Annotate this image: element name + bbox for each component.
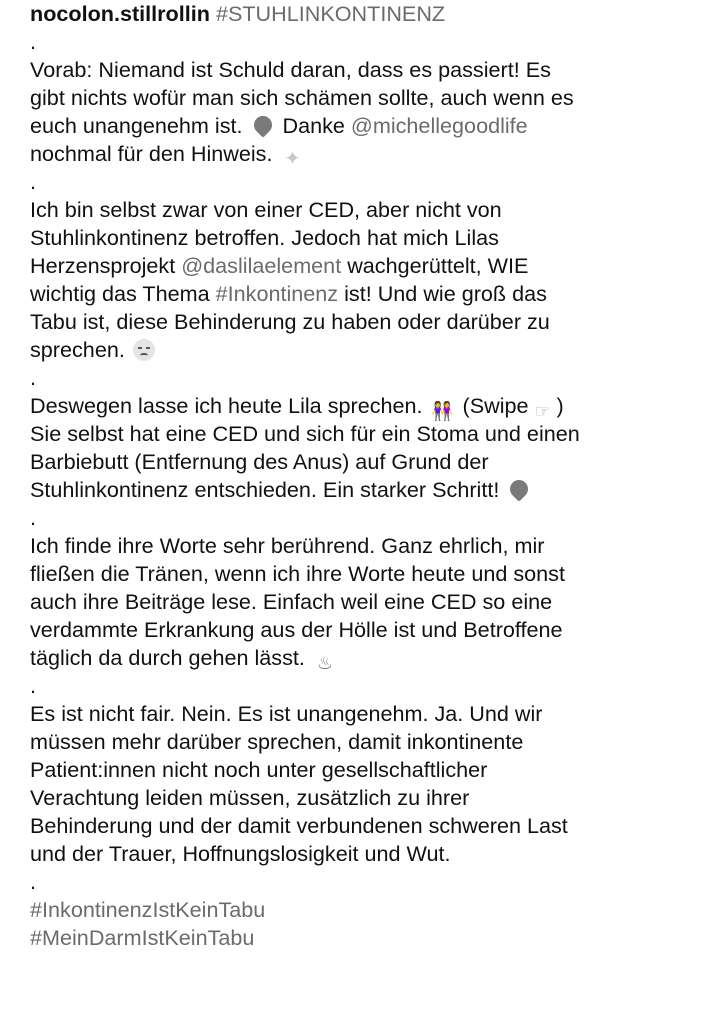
caption-text: wachgerüttelt, WIE <box>347 253 529 278</box>
grey-heart-icon <box>251 113 275 137</box>
caption-text: Danke <box>282 113 345 138</box>
caption-text: Stuhlinkontinenz entschieden. Ein starker Schritt! <box>30 477 500 502</box>
caption-line <box>30 392 700 420</box>
post-caption <box>30 0 700 952</box>
caption-line: verdammte Erkrankung aus der Hölle ist und Betroffene <box>30 617 563 642</box>
caption-text: Deswegen lasse ich heute Lila sprechen. <box>30 393 423 418</box>
grey-heart-icon <box>507 477 531 501</box>
pensive-face-icon <box>133 339 155 361</box>
caption-text: wichtig das Thema <box>30 281 210 306</box>
hashtag-link[interactable]: #MeinDarmIstKeinTabu <box>30 925 255 950</box>
caption-line <box>30 336 700 364</box>
caption-line: und der Trauer, Hoffnungslosigkeit und Wut. <box>30 841 451 866</box>
caption-text: (Swipe <box>462 393 529 418</box>
caption-line <box>30 644 700 672</box>
caption-line: Verachtung leiden müssen, zusätzlich zu ihrer <box>30 785 470 810</box>
caption-line: gibt nichts wofür man sich schämen sollte, auch wenn es <box>30 85 574 110</box>
caption-line: fließen die Tränen, wenn ich ihre Worte heute und sonst <box>30 561 565 586</box>
caption-header <box>30 0 700 28</box>
caption-line: auch ihre Beiträge lese. Einfach weil eine CED so eine <box>30 589 553 614</box>
caption-line: Es ist nicht fair. Nein. Es ist unangenehm. Ja. Und wir <box>30 701 543 726</box>
caption-text: ist! Und wie groß das <box>344 281 547 306</box>
mention-link[interactable]: @daslilaelement <box>181 253 342 278</box>
two-women-icon: 👭 <box>431 401 454 421</box>
caption-line: . <box>30 505 36 530</box>
caption-line <box>30 112 700 140</box>
caption-text: sprechen. <box>30 337 125 362</box>
caption-text: ) <box>556 393 564 418</box>
caption-text: Herzensprojekt <box>30 253 176 278</box>
hashtag-link[interactable]: #STUHLINKONTINENZ <box>215 1 446 26</box>
caption-line: . <box>30 365 36 390</box>
caption-line: Stuhlinkontinenz betroffen. Jedoch hat mich Lilas <box>30 225 499 250</box>
caption-line: Barbiebutt (Entfernung des Anus) auf Grund der <box>30 449 489 474</box>
caption-line: Ich finde ihre Worte sehr berührend. Ganz ehrlich, mir <box>30 533 545 558</box>
caption-line <box>30 280 700 308</box>
caption-line: . <box>30 673 36 698</box>
caption-line: . <box>30 869 36 894</box>
caption-text: euch unangenehm ist. <box>30 113 243 138</box>
hashtag-link[interactable]: #InkontinenzIstKeinTabu <box>30 897 266 922</box>
caption-line: . <box>30 169 36 194</box>
caption-text: täglich da durch gehen lässt. <box>30 645 305 670</box>
sparkles-icon: ✦ <box>284 148 301 170</box>
pointing-right-icon: ☞ <box>534 401 551 421</box>
caption-line: müssen mehr darüber sprechen, damit inkontinente <box>30 729 524 754</box>
caption-line <box>30 140 700 168</box>
caption-text: nochmal für den Hinweis. <box>30 141 273 166</box>
caption-line: Vorab: Niemand ist Schuld daran, dass es passiert! Es <box>30 57 551 82</box>
username-link[interactable]: nocolon.stillrollin <box>30 1 210 26</box>
caption-line: . <box>30 29 36 54</box>
caption-line: Ich bin selbst zwar von einer CED, aber nicht von <box>30 197 502 222</box>
caption-line: Tabu ist, diese Behinderung zu haben oder darüber zu <box>30 309 550 334</box>
fire-icon: ♨ <box>316 653 333 673</box>
mention-link[interactable]: @michellegoodlife <box>350 113 528 138</box>
caption-line <box>30 252 700 280</box>
hashtag-link[interactable]: #Inkontinenz <box>215 281 339 306</box>
caption-line: Behinderung und der damit verbundenen schweren Last <box>30 813 568 838</box>
caption-line: Sie selbst hat eine CED und sich für ein Stoma und einen <box>30 421 580 446</box>
caption-line <box>30 476 700 504</box>
caption-line: Patient:innen nicht noch unter gesellschaftlicher <box>30 757 488 782</box>
